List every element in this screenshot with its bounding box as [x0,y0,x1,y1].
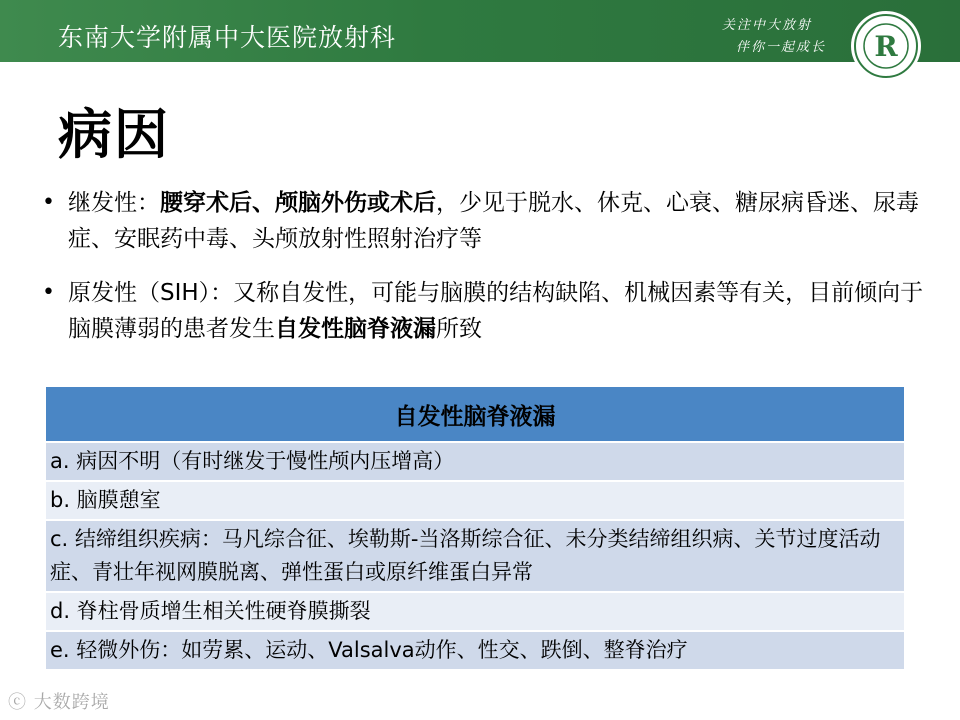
header-bar [0,0,960,62]
logo-letter: R [874,30,898,63]
bullet-secondary [42,185,932,257]
bullet-text: 原发性（SIH）：又称自发性，可能与脑膜的结构缺陷、机械因素等有关，目前倾向于脑膜薄弱的患者发生 [68,280,924,342]
table-row [46,631,904,670]
watermark [8,688,110,714]
bullet-primary [42,275,932,347]
hospital-logo-icon [850,10,922,82]
table-cell: c. 结缔组织疾病：马凡综合征、埃勒斯-当洛斯综合征、未分类结缔组织病、关节过度活动症、青壮年视网膜脱离、弹性蛋白或原纤维蛋白异常 [46,520,904,592]
table-cell: b. 脑膜憩室 [46,481,904,520]
bullet-bold: 腰穿术后、颅脑外伤或术后 [160,190,436,216]
bullet-dot-icon: • [42,280,55,305]
bullet-suffix: 所致 [436,316,482,342]
watermark-text: 大数跨境 [33,692,110,713]
slogan-line-2: 伴你一起成长 [735,40,826,55]
slide-title: 病因 [58,103,170,166]
table-cell: a. 病因不明（有时继发于慢性颅内压增高） [46,442,904,481]
slogan-line-1: 关注中大放射 [721,18,812,33]
causes-table [46,387,904,671]
bullet-list [42,185,932,365]
bullet-prefix: 继发性： [68,190,160,216]
table-row [46,442,904,481]
watermark-logo-icon: ⓒ [8,692,34,713]
table-header: 自发性脑脊液漏 [46,387,904,442]
table-row [46,520,904,592]
table-cell: d. 脊柱骨质增生相关性硬脊膜撕裂 [46,592,904,631]
department-title: 东南大学附属中大医院放射科 [58,23,397,52]
table-row [46,592,904,631]
table-row [46,481,904,520]
bullet-rest: ，少见于脱水、休克、心衰、糖尿病昏迷、尿毒症、安眠药中毒、头颅放射性照射治疗等 [68,190,919,252]
table-cell: e. 轻微外伤：如劳累、运动、Valsalva动作、性交、跌倒、整脊治疗 [46,631,904,670]
bullet-dot-icon: • [42,190,55,215]
bullet-bold: 自发性脑脊液漏 [275,316,436,342]
